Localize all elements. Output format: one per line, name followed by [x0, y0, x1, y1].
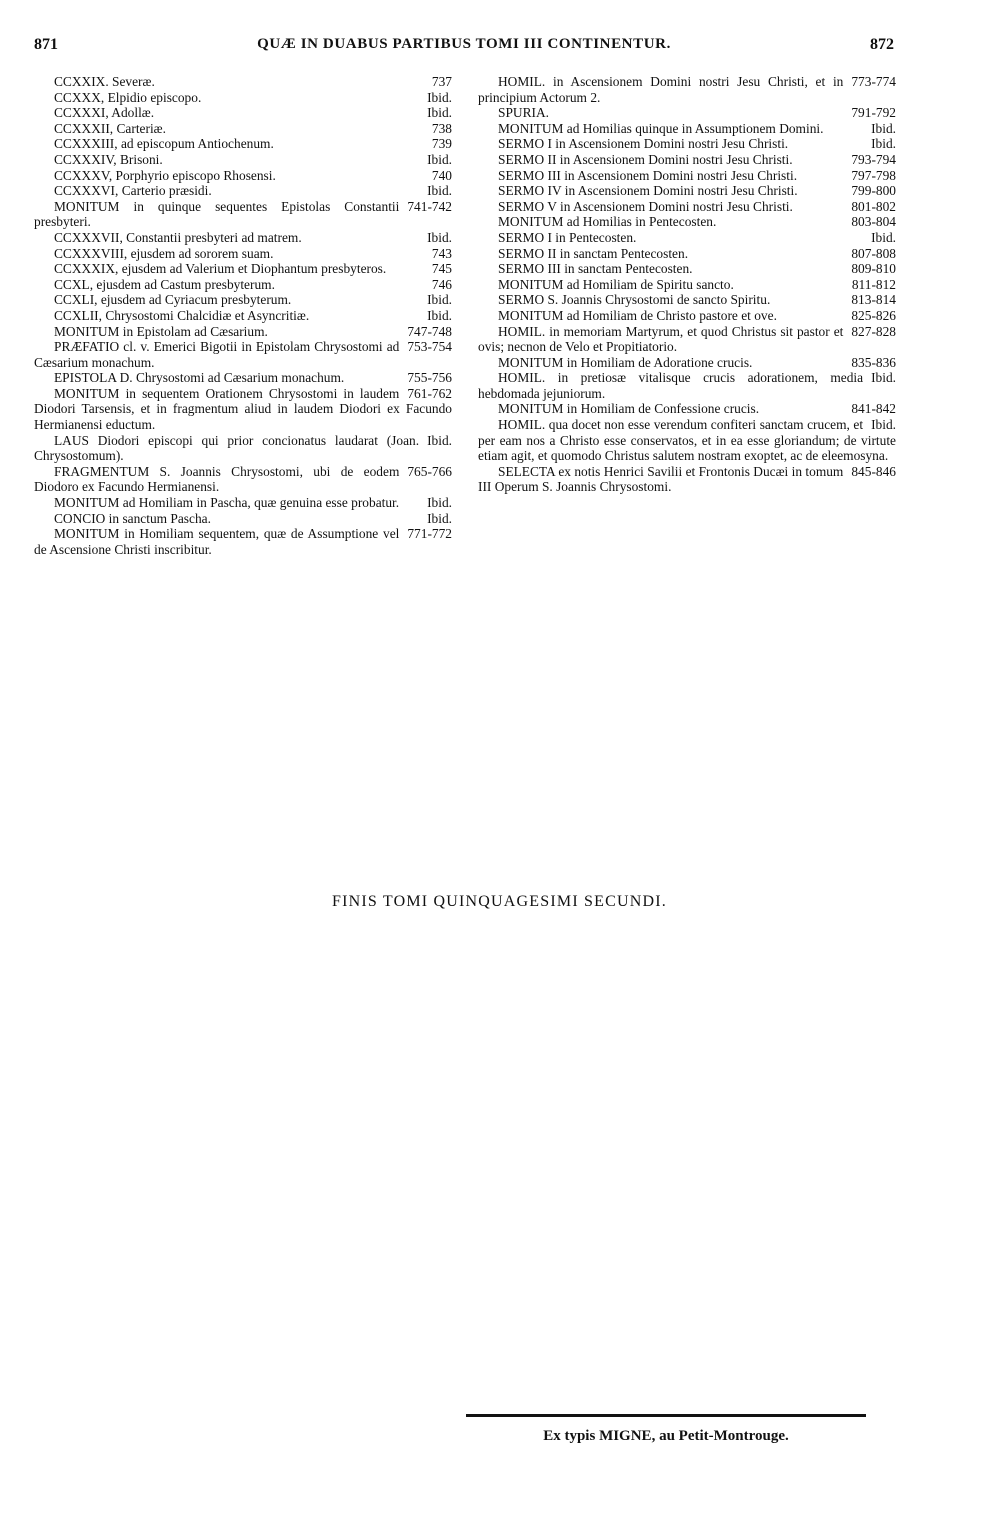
toc-entry-column-number: 813-814	[851, 292, 896, 308]
toc-entry-title: SERMO II in sanctam Pentecosten.	[498, 245, 689, 261]
page-number-left: 871	[34, 36, 58, 53]
toc-entry-column-number: 771-772	[407, 526, 452, 542]
toc-entry	[34, 90, 452, 106]
toc-entry-title: CCXXXIV, Brisoni.	[54, 151, 163, 167]
toc-entry-title: SERMO V in Ascensionem Domini nostri Jesu Christi.	[498, 198, 793, 214]
toc-entry-column-number: 835-836	[851, 354, 896, 370]
toc-entry-title: CCXXXVII, Constantii presbyteri ad matrem.	[54, 229, 302, 245]
toc-entry-title: SPURIA.	[498, 105, 549, 121]
toc-entry	[478, 183, 896, 199]
toc-entry-column-number: Ibid.	[871, 229, 896, 245]
toc-entry-title: PRÆFATIO cl. v. Emerici Bigotii in Epistolam Chrysostomi ad Cæsarium monachum.	[34, 339, 400, 370]
toc-entry	[34, 152, 452, 168]
toc-entry-column-number: 809-810	[851, 261, 896, 277]
toc-entry-column-number: 738	[431, 120, 452, 136]
toc-entry	[478, 277, 896, 293]
toc-entry-column-number: 793-794	[851, 151, 896, 167]
toc-entry-column-number: 740	[431, 167, 452, 183]
toc-entry	[478, 230, 896, 246]
toc-entry	[478, 324, 896, 355]
toc-entry-column-number: Ibid.	[427, 105, 452, 121]
toc-entry-column-number: Ibid.	[427, 183, 452, 199]
toc-entry-column-number: Ibid.	[871, 136, 896, 152]
toc-entry-column-number: 746	[431, 276, 452, 292]
toc-entry-title: MONITUM ad Homilias in Pentecosten.	[498, 214, 717, 230]
toc-entry-title: CCXXXII, Carteriæ.	[54, 120, 166, 136]
toc-entry	[34, 292, 452, 308]
toc-entry-column-number: 739	[431, 136, 452, 152]
toc-entry-title: HOMIL. in Ascensionem Domini nostri Jesu Christi, et in principium Actorum 2.	[478, 74, 844, 105]
toc-entry	[34, 324, 452, 340]
toc-entry-column-number: 743	[431, 245, 452, 261]
toc-entry	[34, 386, 452, 433]
toc-entry-column-number: Ibid.	[427, 151, 452, 167]
page-number-right: 872	[870, 36, 894, 53]
toc-entry	[34, 74, 452, 90]
toc-entry	[478, 152, 896, 168]
toc-entry-column-number: 773-774	[851, 74, 896, 89]
toc-entry-column-number: 807-808	[851, 245, 896, 261]
toc-entry	[34, 246, 452, 262]
toc-entry	[478, 105, 896, 121]
toc-entry	[478, 214, 896, 230]
toc-entry-column-number: 845-846	[851, 463, 896, 479]
toc-entry	[34, 183, 452, 199]
toc-entry-title: CCXL, ejusdem ad Castum presbyterum.	[54, 276, 275, 292]
toc-entry-title: HOMIL. in pretiosæ vitalisque crucis adorationem, media hebdomada jejuniorum.	[478, 370, 864, 401]
toc-entry-column-number: Ibid.	[871, 370, 896, 386]
toc-entry-title: SERMO S. Joannis Chrysostomi de sancto Spiritu.	[498, 292, 771, 308]
toc-entry	[478, 136, 896, 152]
toc-entry-column-number: 841-842	[851, 401, 896, 417]
toc-entry-title: SERMO I in Pentecosten.	[498, 229, 637, 245]
toc-entry	[34, 464, 452, 495]
toc-entry	[34, 511, 452, 527]
toc-entry	[478, 292, 896, 308]
toc-entry	[478, 355, 896, 371]
toc-entry	[34, 370, 452, 386]
toc-entry	[478, 261, 896, 277]
toc-entry-title: LAUS Diodori episcopi qui prior concionatus laudarat (Joan. Chrysostomum).	[34, 432, 420, 464]
toc-entry	[34, 105, 452, 121]
toc-entry-column-number: Ibid.	[427, 292, 452, 308]
toc-entry-title: CCXXXIX, ejusdem ad Valerium et Diophantum presbyteros.	[54, 261, 387, 277]
toc-entry-column-number: 747-748	[407, 323, 452, 339]
toc-entry-title: SERMO I in Ascensionem Domini nostri Jesu Christi.	[498, 136, 789, 152]
toc-entry-title: MONITUM in Homiliam sequentem, quæ de Assumptione vel de Ascensione Christi inscribitur.	[34, 526, 400, 557]
toc-entry	[34, 339, 452, 370]
toc-entry-column-number: 803-804	[851, 214, 896, 230]
toc-entry	[478, 246, 896, 262]
toc-entry-column-number: 801-802	[851, 198, 896, 214]
toc-entry	[34, 495, 452, 511]
toc-entry	[34, 230, 452, 246]
toc-entry-title: MONITUM in sequentem Orationem Chrysostomi in laudem Diodori Tarsensis, et in fragmentum aliud in laudem Diodori ex Facundo Hermianensi eductum.	[34, 385, 452, 433]
toc-entry-column-number: 753-754	[407, 339, 452, 355]
toc-entry-title: MONITUM ad Homiliam in Pascha, quæ genuina esse probatur.	[54, 495, 400, 511]
toc-entry-title: SERMO III in sanctam Pentecosten.	[498, 261, 693, 277]
toc-entry	[478, 121, 896, 137]
toc-entry-column-number: 791-792	[851, 105, 896, 121]
toc-entry	[478, 168, 896, 184]
toc-entry-title: MONITUM in Homiliam de Confessione crucis.	[498, 401, 760, 417]
toc-entry-column-number: Ibid.	[871, 417, 896, 433]
toc-entry-title: CCXXXI, Adollæ.	[54, 105, 155, 121]
toc-entry-column-number: Ibid.	[427, 307, 452, 323]
toc-entry-title: SERMO III in Ascensionem Domini nostri Jesu Christi.	[498, 167, 798, 183]
toc-entry-column-number: 761-762	[407, 385, 452, 401]
toc-entry-title: EPISTOLA D. Chrysostomi ad Cæsarium monachum.	[54, 370, 345, 386]
toc-entry	[34, 277, 452, 293]
toc-entry	[34, 199, 452, 230]
left-column	[34, 74, 452, 557]
toc-entry-column-number: 827-828	[851, 323, 896, 339]
toc-entry	[478, 370, 896, 401]
toc-entry-title: MONITUM ad Homilias quinque in Assumptionem Domini.	[498, 120, 824, 136]
toc-entry	[34, 526, 452, 557]
toc-entry	[34, 433, 452, 464]
toc-entry	[34, 136, 452, 152]
toc-entry-column-number: 745	[431, 261, 452, 277]
imprint-line: Ex typis MIGNE, au Petit-Montrouge.	[543, 1428, 789, 1444]
toc-entry-title: HOMIL. in memoriam Martyrum, et quod Christus sit pastor et ovis; necnon de Velo et Propitiatorio.	[478, 323, 844, 355]
toc-entry-column-number: 799-800	[851, 183, 896, 199]
toc-entry-column-number: 811-812	[851, 276, 896, 292]
toc-entry-title: MONITUM ad Homiliam de Christo pastore et ove.	[498, 307, 777, 323]
toc-entry-title: CCXXX, Elpidio episcopo.	[54, 89, 202, 105]
toc-entry-column-number: 755-756	[407, 370, 452, 386]
toc-entry-title: SERMO II in Ascensionem Domini nostri Jesu Christi.	[498, 151, 793, 167]
toc-entry-column-number: 741-742	[407, 198, 452, 214]
toc-entry	[478, 74, 896, 105]
toc-entry	[478, 401, 896, 417]
toc-entry-title: CCXXIX. Severæ.	[54, 74, 155, 89]
toc-entry	[478, 417, 896, 464]
toc-entry-column-number: Ibid.	[871, 120, 896, 136]
toc-entry-column-number: Ibid.	[427, 510, 452, 526]
toc-entry-column-number: 737	[431, 74, 452, 89]
toc-entry-title: CCXLI, ejusdem ad Cyriacum presbyterum.	[54, 292, 292, 308]
toc-entry-title: SELECTA ex notis Henrici Savilii et Frontonis Ducæi in tomum III Operum S. Joannis Chrysostomi.	[478, 463, 844, 495]
toc-entry	[478, 308, 896, 324]
toc-entry-title: MONITUM in Epistolam ad Cæsarium.	[54, 323, 268, 339]
right-column	[478, 74, 896, 495]
toc-entry-column-number: 825-826	[851, 307, 896, 323]
toc-entry	[34, 261, 452, 277]
toc-entry-column-number: 797-798	[851, 167, 896, 183]
toc-entry	[34, 308, 452, 324]
toc-entry-title: CONCIO in sanctum Pascha.	[54, 510, 211, 526]
toc-entry-title: CCXXXVIII, ejusdem ad sororem suam.	[54, 245, 274, 261]
toc-entry	[34, 168, 452, 184]
toc-entry	[34, 121, 452, 137]
toc-entry-title: SERMO IV in Ascensionem Domini nostri Jesu Christi.	[498, 183, 798, 199]
toc-entry-column-number: 765-766	[407, 463, 452, 479]
toc-entry-title: CCXLII, Chrysostomi Chalcidiæ et Asyncritiæ.	[54, 307, 310, 323]
toc-entry-title: HOMIL. qua docet non esse verendum confiteri sanctam crucem, et per eam nos a Christo esse conservatos, et in ea esse gloriandum; de virtute etiam agit, et quomodo Christus salutem nostram exoptet, ac de eleemosyna.	[478, 417, 896, 464]
finis-line: FINIS TOMI QUINQUAGESIMI SECUNDI.	[331, 893, 667, 910]
toc-entry-column-number: Ibid.	[427, 89, 452, 105]
toc-entry	[478, 199, 896, 215]
toc-entry-column-number: Ibid.	[427, 495, 452, 511]
running-title: QUÆ IN DUABUS PARTIBUS TOMI III CONTINENTUR.	[257, 36, 671, 52]
toc-entry-title: MONITUM in quinque sequentes Epistolas Constantii presbyteri.	[34, 198, 400, 230]
page-header	[34, 36, 894, 58]
toc-entry-column-number: Ibid.	[427, 432, 452, 448]
toc-entry-title: MONITUM ad Homiliam de Spiritu sancto.	[498, 276, 734, 292]
toc-entry-title: FRAGMENTUM S. Joannis Chrysostomi, ubi de eodem Diodoro ex Facundo Hermianensi.	[34, 463, 400, 495]
imprint-rule	[466, 1414, 866, 1417]
toc-entry-title: CCXXXIII, ad episcopum Antiochenum.	[54, 136, 274, 152]
toc-entry-title: MONITUM in Homiliam de Adoratione crucis.	[498, 354, 753, 370]
toc-entry-title: CCXXXVI, Carterio præsidi.	[54, 183, 212, 199]
toc-entry	[478, 464, 896, 495]
toc-entry-column-number: Ibid.	[427, 229, 452, 245]
toc-entry-title: CCXXXV, Porphyrio episcopo Rhosensi.	[54, 167, 276, 183]
